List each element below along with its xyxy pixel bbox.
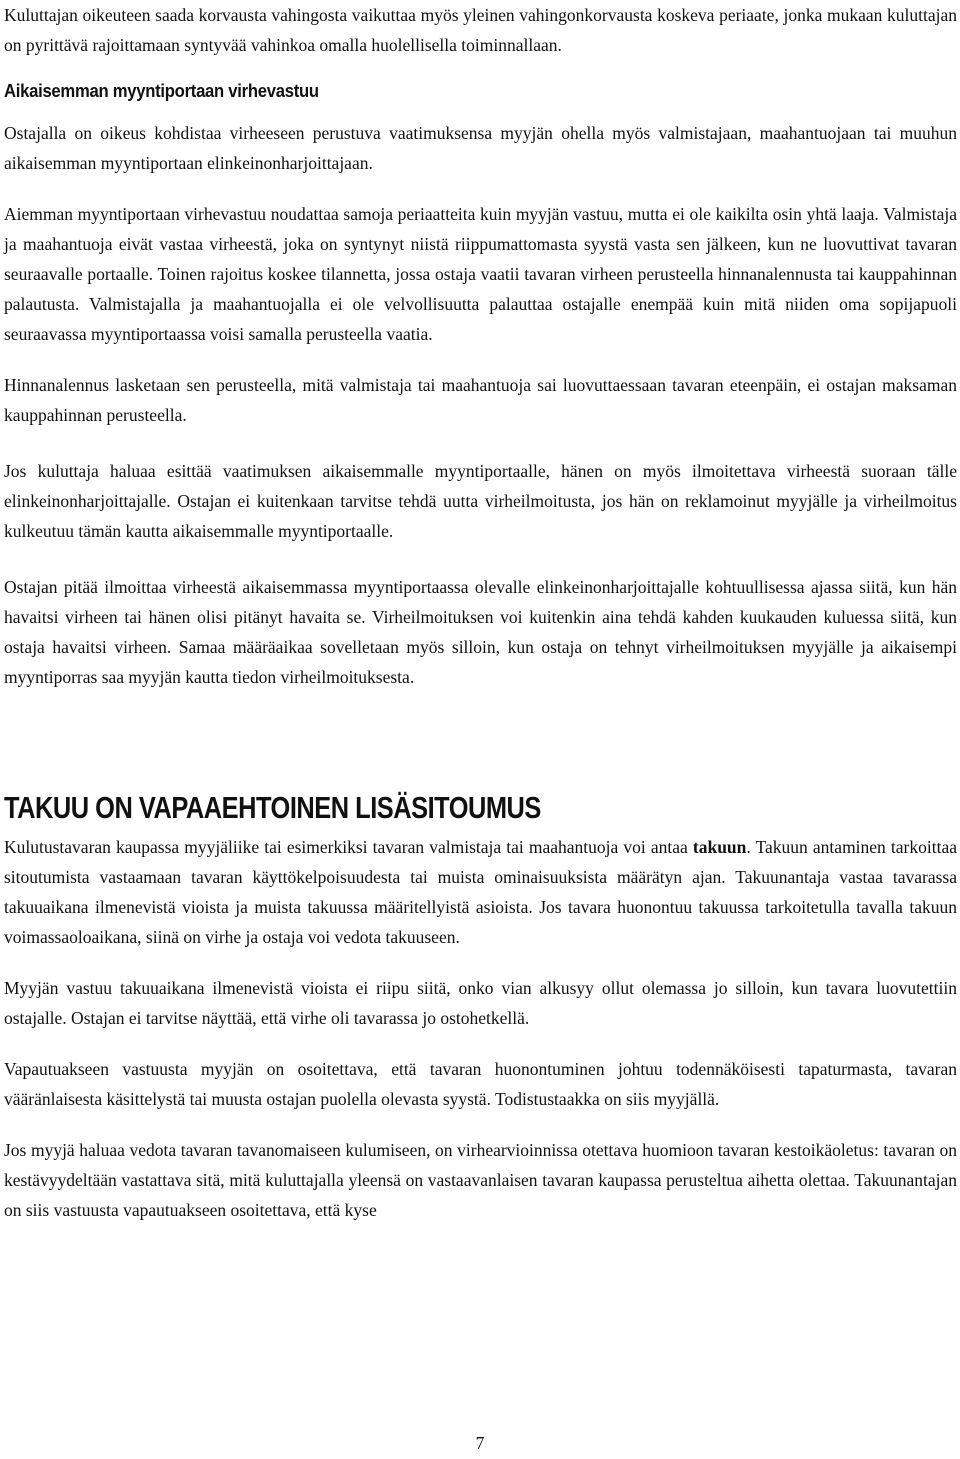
paragraph-notice-period: Ostajan pitää ilmoittaa virheestä aikaisemmassa myyntiportaassa olevalle elinkeinonharjoittajalle kohtuullisessa ajassa siitä, kun hän havaitsi virheen tai hänen olisi pitänyt havaita se. Virheilmoituksen voi kuitenkin aina tehdä kahden kuukauden kuluessa siitä, kun ostaja havaitsi virheen. Samaa määräaikaa sovelletaan myös silloin, kun ostaja on tehnyt virheilmoituksen myyjälle ja aikaisempi myyntiporras saa myyjän kautta tiedon virheilmoituksesta. xyxy=(4,577,957,687)
warranty-term: takuun xyxy=(692,837,747,857)
page-number: 7 xyxy=(475,1433,485,1453)
subheading-previous-sales-tier-liability: Aikaisemman myyntiportaan virhevastuu xyxy=(4,80,319,101)
paragraph-warranty-definition xyxy=(4,832,957,952)
paragraph-burden-of-proof: Vapautuakseen vastuusta myyjän on osoitettava, että tavaran huonontuminen johtuu todennäköisesti tapaturmasta, tavaran vääränlaisesta käsittelystä tai muusta ostajan puolella olevasta syystä. Todistustaakka on siis myyjällä. xyxy=(4,1059,957,1109)
document-page xyxy=(4,0,957,1225)
paragraph-normal-wear: Jos myyjä haluaa vedota tavaran tavanomaiseen kulumiseen, on virhearvioinnissa otettava huomioon tavaran kestoikäoletus: tavaran on kestävyydeltään vastattava sitä, mitä kuluttajalla yleensä on vastaavanlaisen tavaran kaupassa perusteltua aihetta olettaa. Takuunantajan on siis vastuusta vapautuakseen osoitettava, että kyse xyxy=(4,1140,957,1220)
paragraph-claim-against-manufacturer: Ostajalla on oikeus kohdistaa virheeseen perustuva vaatimuksensa myyjän ohella myös valmistajaan, maahantuojaan tai muuhun aikaisemman myyntiportaan elinkeinonharjoittajaan. xyxy=(4,123,957,173)
paragraph-price-reduction: Hinnanalennus lasketaan sen perusteella, mitä valmistaja tai maahantuoja sai luovuttaessaan tavaran eteenpäin, ei ostajan maksaman kauppahinnan perusteella. xyxy=(4,375,957,425)
warranty-text-rest: . Takuun antaminen tarkoittaa sitoutumista vastaamaan tavaran käyttökelpoisuudesta tai muista ominaisuuksista määrätyn ajan. Takuunantaja vastaa tavarassa takuuaikana ilmenevistä vioista ja muista takuussa määritellyistä asioista. Jos tavara huonontuu takuussa tarkoitetulla tavalla takuun voimassaoloaikana, siinä on virhe ja ostaja voi vedota takuuseen. xyxy=(4,837,957,947)
paragraph-liability-limits: Aiemman myyntiportaan virhevastuu noudattaa samoja periaatteita kuin myyjän vastuu, mutta ei ole kaikilta osin yhtä laaja. Valmistaja ja maahantuoja eivät vastaa virheestä, joka on syntynyt niistä riippumattomasta syystä vasta sen jälkeen, kun ne luovuttivat tavaran seuraavalle portaalle. Toinen rajoitus koskee tilannetta, jossa ostaja vaatii tavaran virheen perusteella hinnanalennusta tai kauppahinnan palautusta. Valmistajalla ja maahantuojalla ei ole velvollisuutta palauttaa ostajalle enempää kuin mitä niiden oma sopijapuoli seuraavassa myyntiportaassa voisi samalla perusteella vaatia. xyxy=(4,204,957,344)
warranty-text-start: Kulutustavaran kaupassa myyjäliike tai esimerkiksi tavaran valmistaja tai maahantuoja voi antaa xyxy=(4,837,693,857)
paragraph-intro: Kuluttajan oikeuteen saada korvausta vahingosta vaikuttaa myös yleinen vahingonkorvausta koskeva periaate, jonka mukaan kuluttajan on pyrittävä rajoittamaan syntyvää vahinkoa omalla huolellisella toiminnallaan. xyxy=(4,5,957,55)
paragraph-notification: Jos kuluttaja haluaa esittää vaatimuksen aikaisemmalle myyntiportaalle, hänen on myös ilmoitettava virheestä suoraan tälle elinkeinonharjoittajalle. Ostajan ei kuitenkaan tarvitse tehdä uutta virheilmoitusta, jos hän on reklamoinut myyjälle ja virheilmoitus kulkeutuu tämän kautta aikaisemmalle myyntiportaalle. xyxy=(4,461,957,541)
section-title-warranty: TAKUU ON VAPAAEHTOINEN LISÄSITOUMUS xyxy=(4,790,541,825)
paragraph-seller-liability: Myyjän vastuu takuuaikana ilmenevistä vioista ei riipu siitä, onko vian alkusyy ollut olemassa jo silloin, kun tavara luovutettiin ostajalle. Ostajan ei tarvitse näyttää, että virhe oli tavarassa jo ostohetkellä. xyxy=(4,978,957,1028)
